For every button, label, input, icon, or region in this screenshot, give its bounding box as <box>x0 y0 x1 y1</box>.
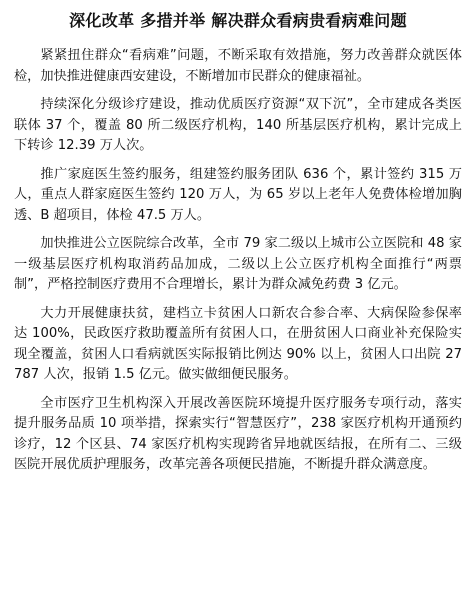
paragraph-6: 全市医疗卫生机构深入开展改善医院环境提升医疗服务专项行动，落实提升服务品质 10 项举措，探索实行“智慧医疗”，238 家医疗机构开通预约诊疗，12 个区县、74 家医疗机构实现跨省异地就医结报，在所有二、三级医院开展优质护理服务，改革完善各项便民措施，不断提升群众满意度。 <box>14 395 462 472</box>
paragraph-5: 大力开展健康扶贫，建档立卡贫困人口新农合参合率、大病保险参保率达 100%，民政医疗救助覆盖所有贫困人口，在册贫困人口商业补充保险实现全覆盖，贫困人口看病就医实际报销比例达 90% 以上，贫困人口出院 27787 人次，报销 1.5 亿元。做实做细便民服务。 <box>14 305 462 382</box>
paragraph-1: 紧紧扭住群众“看病难”问题，不断采取有效措施，努力改善群众就医体检，加快推进健康西安建设，不断增加市民群众的健康福祉。 <box>14 48 462 84</box>
article-title: 深化改革 多措并举 解决群众看病贵看病难问题 <box>69 11 407 30</box>
paragraph-4: 加快推进公立医院综合改革，全市 79 家二级以上城市公立医院和 48 家一级基层医疗机构取消药品加成，二级以上公立医疗机构全面推行“两票制”，严格控制医疗费用不合理增长，累计为群众减免药费 3 亿元。 <box>14 236 462 292</box>
paragraph-2: 持续深化分级诊疗建设，推动优质医疗资源“双下沉”，全市建成各类医联体 37 个，覆盖 80 所二级医疗机构，140 所基层医疗机构，累计完成上下转诊 12.39 万人次。 <box>14 97 462 153</box>
paragraph-3: 推广家庭医生签约服务，组建签约服务团队 636 个，累计签约 315 万人，重点人群家庭医生签约 120 万人，为 65 岁以上老年人免费体检增加胸透、B 超项目，体检 47.5 万人。 <box>14 166 462 223</box>
